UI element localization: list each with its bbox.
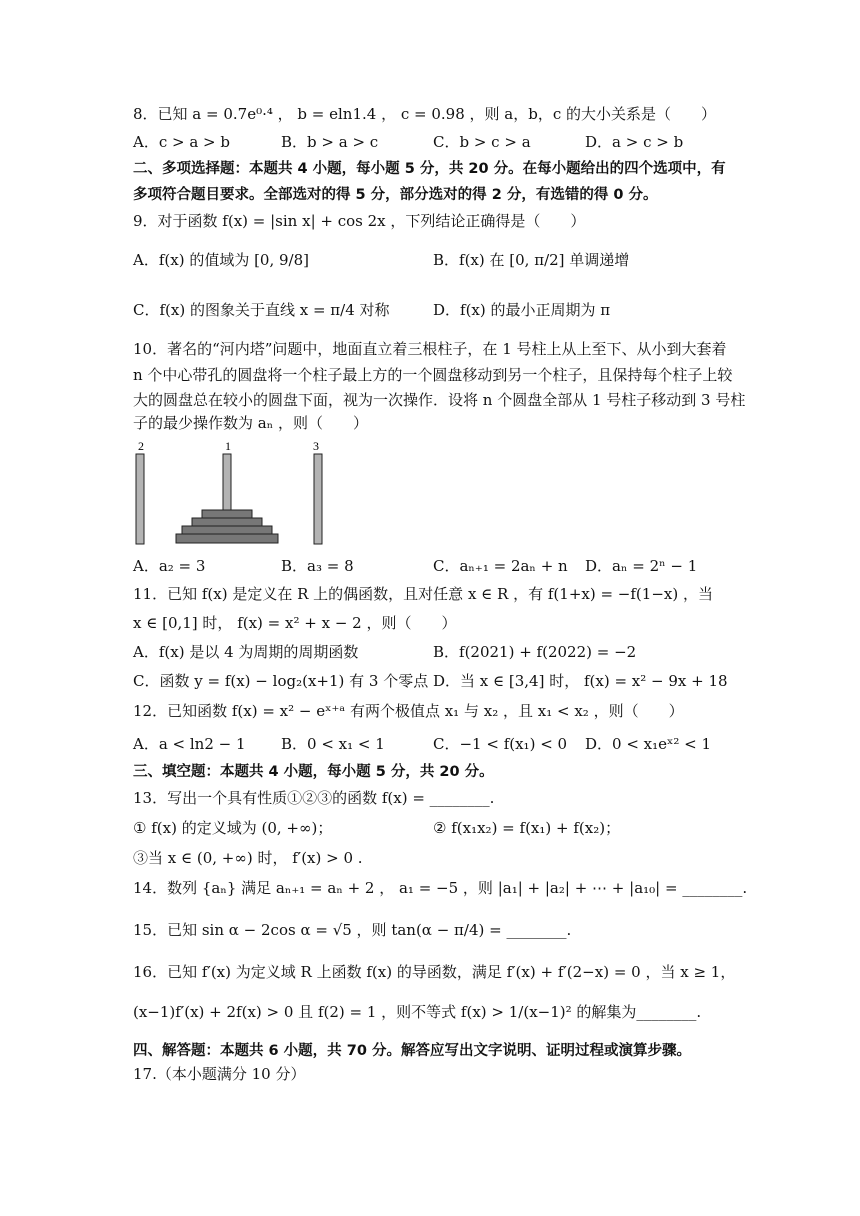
hanoi-tower-figure — [130, 438, 330, 548]
q8-option-b: B．b > a > c — [281, 133, 379, 151]
question-11-line1: 11．已知 f(x) 是定义在 R 上的偶函数，且对任意 x ∈ R ，有 f(1+x) = −f(1−x) ，当 — [133, 585, 713, 603]
q11-option-a: A．f(x) 是以 4 为周期的周期函数 — [133, 643, 359, 661]
q8-option-c: C．b > c > a — [433, 133, 531, 151]
section-4-heading: 四、解答题：本题共 6 小题，共 70 分。解答应写出文字说明、证明过程或演算步骤。 — [133, 1043, 691, 1059]
q12-option-d: D．0 < x₁eˣ² < 1 — [585, 735, 712, 753]
q11-option-b: B．f(2021) + f(2022) = −2 — [433, 643, 637, 661]
question-10-line4: 子的最少操作数为 aₙ ，则（ ） — [133, 414, 368, 432]
question-14: 14．数列 {aₙ} 满足 aₙ₊₁ = aₙ + 2 ， a₁ = −5 ，则 |a₁| + |a₂| + ⋯ + |a₁₀| = ________. — [133, 879, 748, 897]
question-16-line1: 16．已知 f′(x) 为定义域 R 上函数 f(x) 的导函数，满足 f′(x) + f′(2−x) = 0 ，当 x ≥ 1， — [133, 963, 736, 981]
q12-option-b: B．0 < x₁ < 1 — [281, 735, 385, 753]
disk-3 — [182, 526, 272, 534]
pole-1 — [223, 454, 231, 510]
pole-2 — [136, 454, 144, 544]
question-15: 15．已知 sin α − 2cos α = √5 ，则 tan(α − π/4) = ________. — [133, 921, 572, 939]
q10-option-d: D．aₙ = 2ⁿ − 1 — [585, 557, 698, 575]
pole-label-3: 3 — [313, 439, 319, 453]
disk-4 — [176, 534, 278, 543]
q13-property-1: ① f(x) 的定义域为 (0, +∞)； — [133, 819, 333, 837]
question-11-line2: x ∈ [0,1] 时， f(x) = x² + x − 2 ，则（ ） — [133, 614, 457, 632]
question-10-line2: n 个中心带孔的圆盘将一个柱子最上方的一个圆盘移动到另一个柱子，且保持每个柱子上较 — [133, 366, 733, 384]
q12-option-c: C．−1 < f(x₁) < 0 — [433, 735, 568, 753]
question-8-stem: 8．已知 a = 0.7e⁰·⁴ ， b = eln1.4 ， c = 0.98 ，则 a，b，c 的大小关系是（ ） — [133, 105, 717, 123]
pole-label-1: 1 — [225, 439, 231, 453]
q10-option-c: C．aₙ₊₁ = 2aₙ + n — [433, 557, 568, 575]
section-2-heading-line1: 二、多项选择题：本题共 4 小题，每小题 5 分，共 20 分。在每小题给出的四个选项中，有 — [133, 161, 726, 177]
question-10-line3: 大的圆盘总在较小的圆盘下面，视为一次操作．设将 n 个圆盘全部从 1 号柱子移动到 3 号柱 — [133, 391, 746, 409]
q13-property-3: ③当 x ∈ (0, +∞) 时， f′(x) > 0 . — [133, 849, 363, 867]
question-12-stem: 12．已知函数 f(x) = x² − eˣ⁺ᵃ 有两个极值点 x₁ 与 x₂ ，且 x₁ < x₂ ，则（ ） — [133, 702, 684, 720]
q11-option-d: D．当 x ∈ [3,4] 时， f(x) = x² − 9x + 18 — [433, 672, 728, 690]
pole-3 — [314, 454, 322, 544]
q8-option-d: D．a > c > b — [585, 133, 684, 151]
q10-option-a: A．a₂ = 3 — [133, 557, 206, 575]
question-16-line2: (x−1)f′(x) + 2f(x) > 0 且 f(2) = 1 ，则不等式 f(x) > 1/(x−1)² 的解集为________. — [133, 1003, 702, 1021]
disk-1 — [202, 510, 252, 518]
question-17: 17.（本小题满分 10 分） — [133, 1065, 306, 1083]
q13-property-2: ② f(x₁x₂) = f(x₁) + f(x₂)； — [433, 819, 621, 837]
disk-2 — [192, 518, 262, 526]
question-13-stem: 13．写出一个具有性质①②③的函数 f(x) = ________. — [133, 789, 495, 807]
q9-option-d: D．f(x) 的最小正周期为 π — [433, 301, 611, 319]
question-10-line1: 10．著名的“河内塔”问题中，地面直立着三根柱子，在 1 号柱上从上至下、从小到大套着 — [133, 340, 727, 358]
question-9-stem: 9．对于函数 f(x) = |sin x| + cos 2x ，下列结论正确得是（ ） — [133, 212, 586, 230]
q9-option-b: B．f(x) 在 [0, π/2] 单调递增 — [433, 251, 630, 269]
q9-option-c: C．f(x) 的图象关于直线 x = π/4 对称 — [133, 301, 390, 319]
pole-label-2: 2 — [138, 439, 144, 453]
q10-option-b: B．a₃ = 8 — [281, 557, 354, 575]
section-3-heading: 三、填空题：本题共 4 小题，每小题 5 分，共 20 分。 — [133, 764, 494, 780]
q11-option-c: C．函数 y = f(x) − log₂(x+1) 有 3 个零点 — [133, 672, 429, 690]
q9-option-a: A．f(x) 的值域为 [0, 9/8] — [133, 251, 310, 269]
q8-option-a: A．c > a > b — [133, 133, 230, 151]
section-2-heading-line2: 多项符合题目要求。全部选对的得 5 分，部分选对的得 2 分，有选错的得 0 分。 — [133, 187, 658, 203]
q12-option-a: A．a < ln2 − 1 — [133, 735, 246, 753]
